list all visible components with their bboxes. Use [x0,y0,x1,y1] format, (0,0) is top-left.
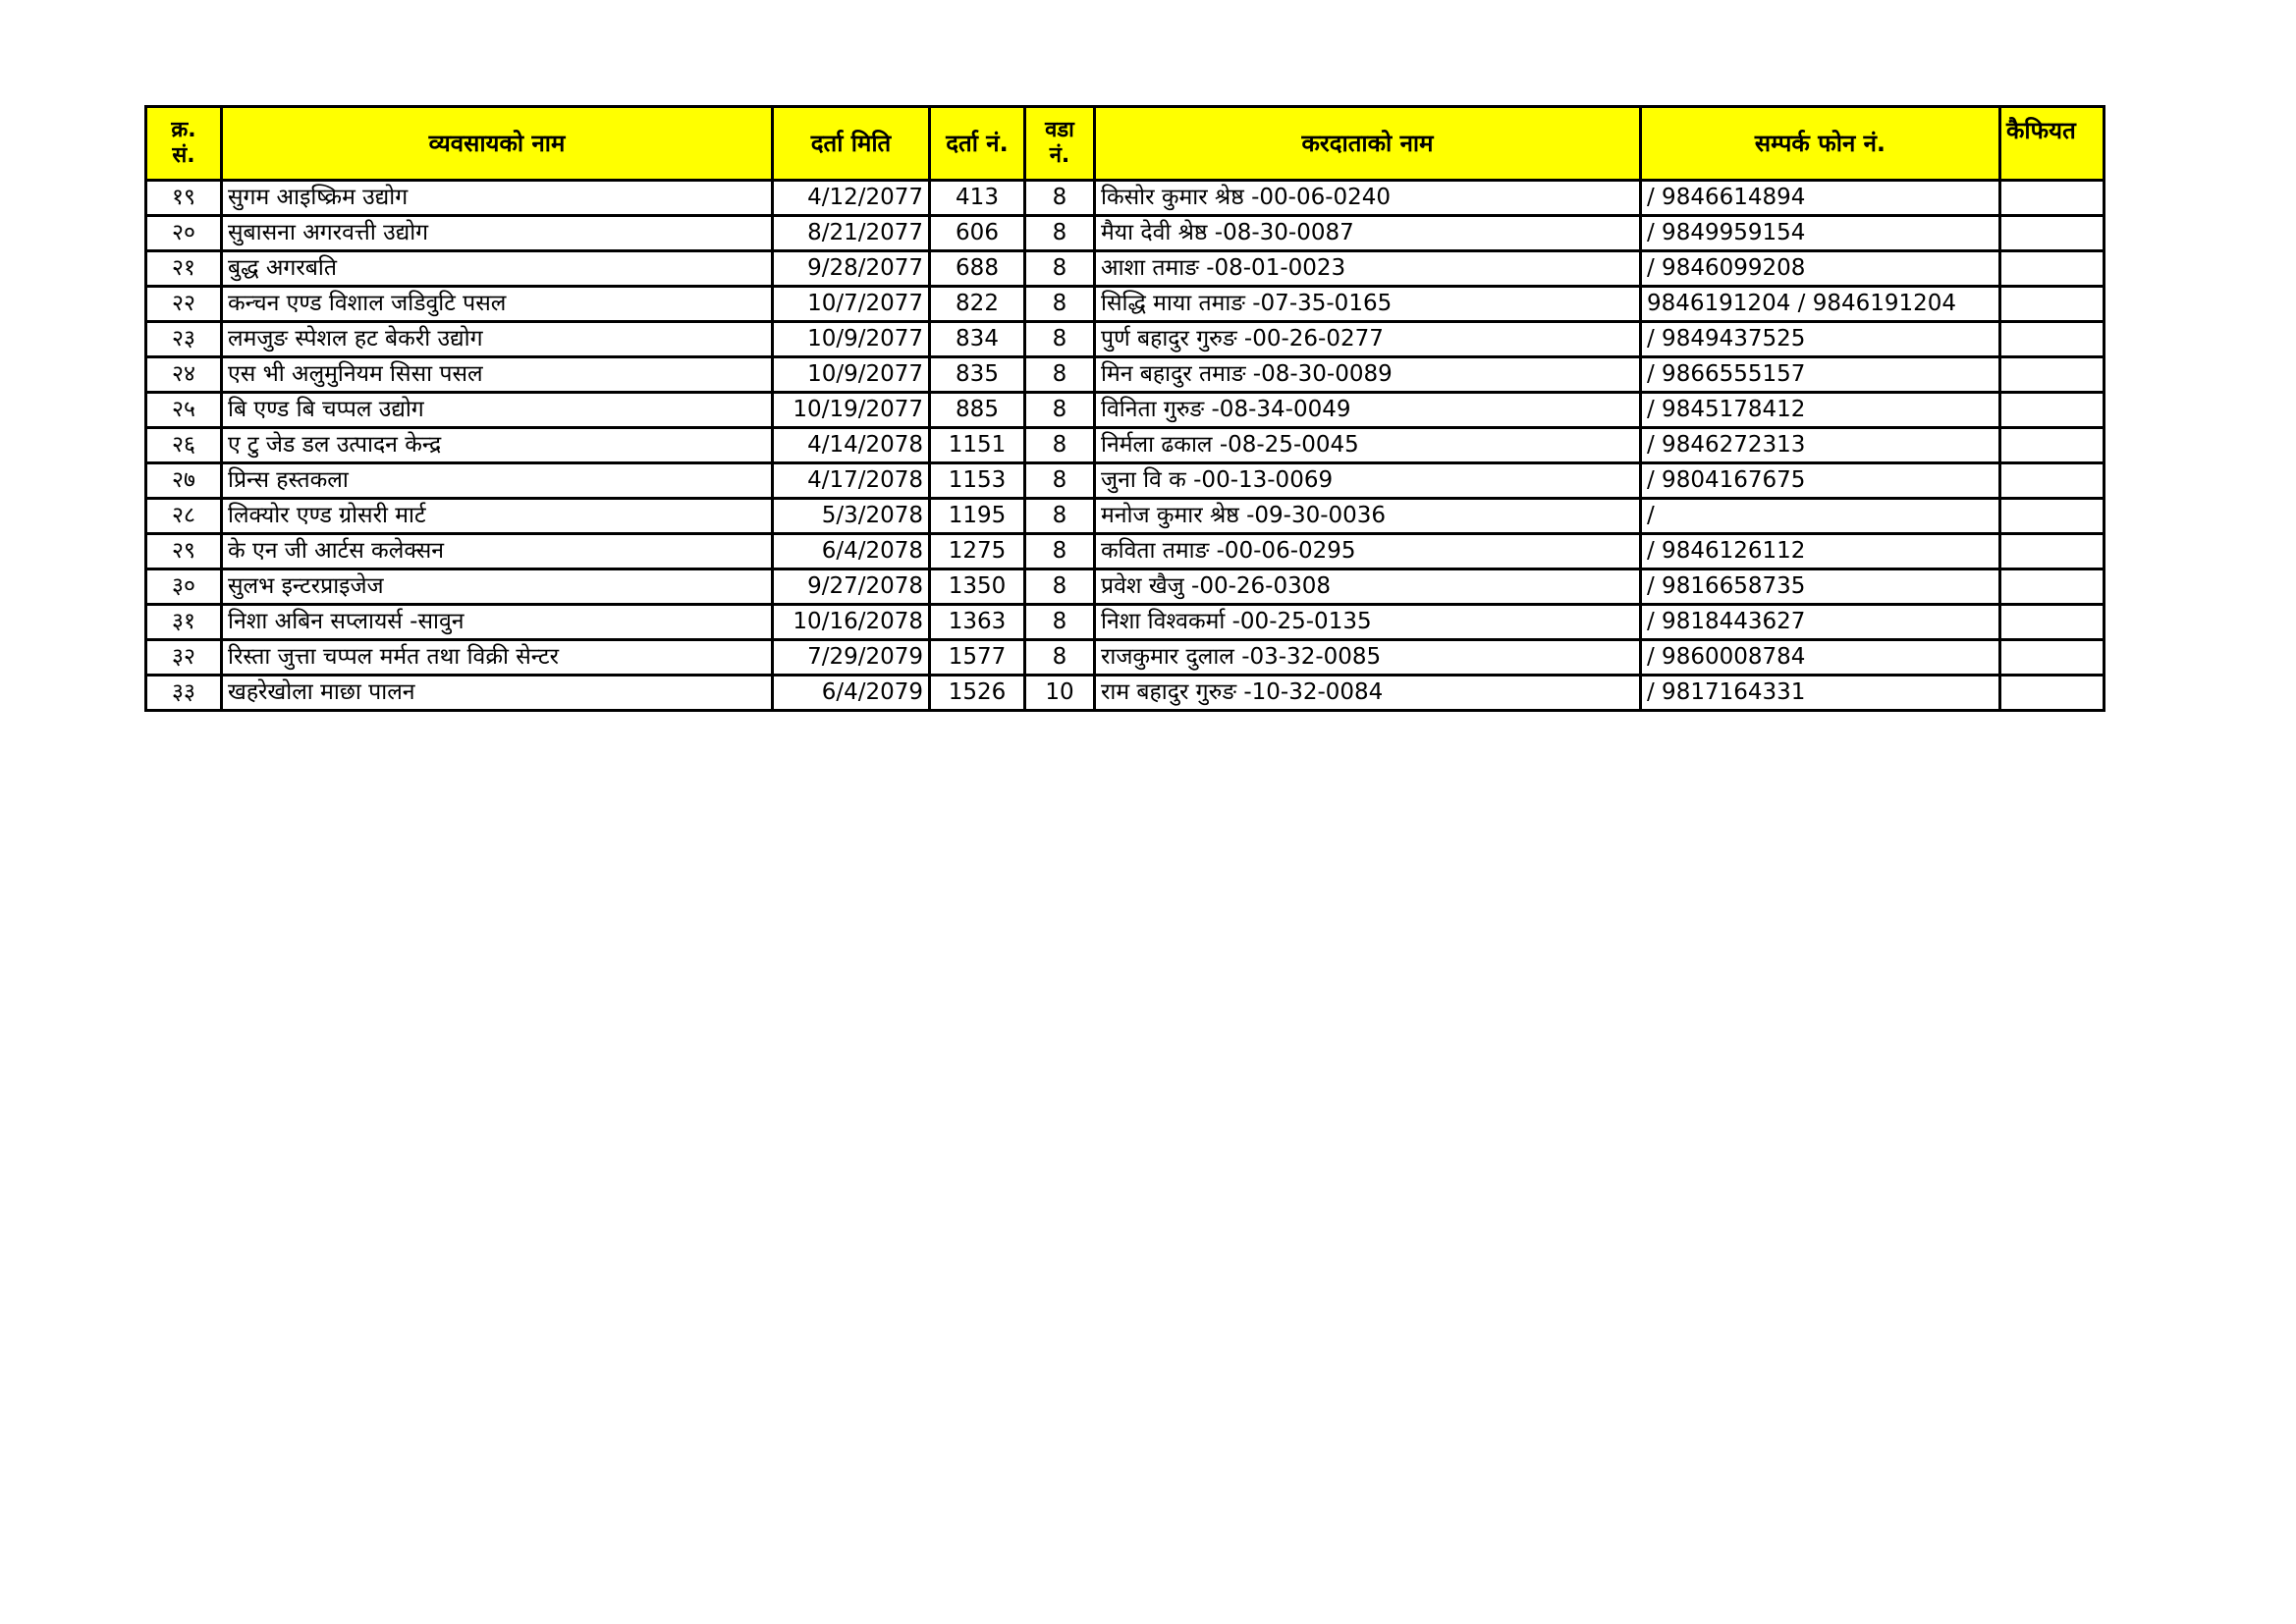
cell-remarks [2000,181,2105,216]
cell-registration-number: 885 [930,393,1025,428]
cell-taxpayer-name: मिन बहादुर तमाङ -08-30-0089 [1095,357,1641,393]
table-row [146,605,2105,640]
cell-serial: २६ [146,428,222,463]
cell-registration-number: 1363 [930,605,1025,640]
cell-registration-date: 8/21/2077 [773,216,930,251]
cell-registration-date: 4/14/2078 [773,428,930,463]
cell-contact-phone: / [1641,499,2000,534]
table-row [146,287,2105,322]
cell-ward: 8 [1025,357,1095,393]
cell-registration-number: 606 [930,216,1025,251]
col-header-ward-line1: वडा [1045,118,1074,142]
cell-contact-phone: / 9846272313 [1641,428,2000,463]
cell-business-name: के एन जी आर्टस कलेक्सन [222,534,773,569]
cell-serial: २५ [146,393,222,428]
cell-remarks [2000,428,2105,463]
cell-registration-date: 10/7/2077 [773,287,930,322]
cell-business-name: लिक्योर एण्ड ग्रोसरी मार्ट [222,499,773,534]
cell-contact-phone: 9846191204 / 9846191204 [1641,287,2000,322]
cell-remarks [2000,287,2105,322]
cell-serial: २४ [146,357,222,393]
cell-ward: 8 [1025,534,1095,569]
table-row [146,569,2105,605]
cell-contact-phone: / 9846126112 [1641,534,2000,569]
cell-contact-phone: / 9860008784 [1641,640,2000,676]
cell-serial: २३ [146,322,222,357]
cell-registration-date: 9/28/2077 [773,251,930,287]
cell-contact-phone: / 9846099208 [1641,251,2000,287]
table-row [146,216,2105,251]
cell-ward: 10 [1025,676,1095,711]
table-row [146,499,2105,534]
cell-contact-phone: / 9818443627 [1641,605,2000,640]
cell-taxpayer-name: राम बहादुर गुरुङ -10-32-0084 [1095,676,1641,711]
cell-business-name: खहरेखोला माछा पालन [222,676,773,711]
business-registry-table [144,105,2105,712]
cell-taxpayer-name: मनोज कुमार श्रेष्ठ -09-30-0036 [1095,499,1641,534]
cell-serial: ३१ [146,605,222,640]
cell-registration-number: 835 [930,357,1025,393]
cell-taxpayer-name: राजकुमार दुलाल -03-32-0085 [1095,640,1641,676]
cell-remarks [2000,569,2105,605]
cell-taxpayer-name: जुना वि क -00-13-0069 [1095,463,1641,499]
table-row [146,393,2105,428]
col-header-serial-line2: सं. [172,143,195,168]
col-header-serial [146,107,222,181]
cell-serial: २८ [146,499,222,534]
cell-remarks [2000,676,2105,711]
cell-remarks [2000,322,2105,357]
cell-taxpayer-name: मैया देवी श्रेष्ठ -08-30-0087 [1095,216,1641,251]
cell-taxpayer-name: सिद्धि माया तमाङ -07-35-0165 [1095,287,1641,322]
cell-remarks [2000,605,2105,640]
cell-contact-phone: / 9816658735 [1641,569,2000,605]
cell-registration-date: 6/4/2079 [773,676,930,711]
business-registry-sheet [144,105,2105,712]
cell-ward: 8 [1025,251,1095,287]
cell-business-name: एस भी अलुमुनियम सिसा पसल [222,357,773,393]
table-row [146,357,2105,393]
cell-business-name: सुबासना अगरवत्ती उद्योग [222,216,773,251]
cell-taxpayer-name: किसोर कुमार श्रेष्ठ -00-06-0240 [1095,181,1641,216]
cell-business-name: लमजुङ स्पेशल हट बेकरी उद्योग [222,322,773,357]
header-row [146,107,2105,181]
cell-taxpayer-name: निशा विश्वकर्मा -00-25-0135 [1095,605,1641,640]
table-row [146,640,2105,676]
cell-ward: 8 [1025,499,1095,534]
cell-contact-phone: / 9849437525 [1641,322,2000,357]
cell-taxpayer-name: आशा तमाङ -08-01-0023 [1095,251,1641,287]
cell-contact-phone: / 9849959154 [1641,216,2000,251]
cell-business-name: सुलभ इन्टरप्राइजेज [222,569,773,605]
cell-serial: ३२ [146,640,222,676]
cell-registration-date: 10/9/2077 [773,322,930,357]
table-row [146,534,2105,569]
cell-serial: ३३ [146,676,222,711]
cell-remarks [2000,357,2105,393]
cell-registration-date: 6/4/2078 [773,534,930,569]
cell-serial: ३० [146,569,222,605]
cell-business-name: निशा अबिन सप्लायर्स -सावुन [222,605,773,640]
cell-registration-number: 1526 [930,676,1025,711]
table-row [146,676,2105,711]
cell-registration-date: 4/12/2077 [773,181,930,216]
cell-remarks [2000,463,2105,499]
cell-business-name: बुद्ध अगरबति [222,251,773,287]
cell-ward: 8 [1025,605,1095,640]
cell-remarks [2000,499,2105,534]
cell-registration-date: 9/27/2078 [773,569,930,605]
cell-registration-number: 1577 [930,640,1025,676]
cell-registration-number: 822 [930,287,1025,322]
cell-registration-date: 10/19/2077 [773,393,930,428]
cell-ward: 8 [1025,181,1095,216]
cell-remarks [2000,534,2105,569]
cell-remarks [2000,251,2105,287]
cell-serial: २१ [146,251,222,287]
cell-registration-number: 688 [930,251,1025,287]
col-header-registration-date: दर्ता मिति [773,107,930,181]
cell-taxpayer-name: पुर्ण बहादुर गुरुङ -00-26-0277 [1095,322,1641,357]
col-header-registration-number: दर्ता नं. [930,107,1025,181]
cell-contact-phone: / 9866555157 [1641,357,2000,393]
cell-taxpayer-name: निर्मला ढकाल -08-25-0045 [1095,428,1641,463]
cell-contact-phone: / 9817164331 [1641,676,2000,711]
cell-serial: २२ [146,287,222,322]
cell-registration-date: 4/17/2078 [773,463,930,499]
table-row [146,251,2105,287]
cell-remarks [2000,216,2105,251]
cell-remarks [2000,640,2105,676]
table-row [146,322,2105,357]
cell-registration-number: 1350 [930,569,1025,605]
cell-serial: २० [146,216,222,251]
cell-registration-date: 5/3/2078 [773,499,930,534]
cell-ward: 8 [1025,569,1095,605]
cell-remarks [2000,393,2105,428]
cell-contact-phone: / 9845178412 [1641,393,2000,428]
col-header-ward [1025,107,1095,181]
cell-ward: 8 [1025,463,1095,499]
cell-taxpayer-name: कविता तमाङ -00-06-0295 [1095,534,1641,569]
col-header-contact-phone: सम्पर्क फोन नं. [1641,107,2000,181]
cell-serial: २७ [146,463,222,499]
col-header-remarks: कैफियत [2000,107,2105,181]
cell-registration-number: 1153 [930,463,1025,499]
cell-taxpayer-name: विनिता गुरुङ -08-34-0049 [1095,393,1641,428]
cell-registration-date: 10/9/2077 [773,357,930,393]
cell-business-name: कन्चन एण्ड विशाल जडिवुटि पसल [222,287,773,322]
cell-serial: २९ [146,534,222,569]
cell-ward: 8 [1025,393,1095,428]
cell-business-name: सुगम आइष्क्रिम उद्योग [222,181,773,216]
cell-registration-number: 1275 [930,534,1025,569]
col-header-business-name: व्यवसायको नाम [222,107,773,181]
cell-registration-date: 7/29/2079 [773,640,930,676]
cell-ward: 8 [1025,640,1095,676]
cell-registration-number: 413 [930,181,1025,216]
cell-ward: 8 [1025,322,1095,357]
cell-contact-phone: / 9804167675 [1641,463,2000,499]
col-header-ward-line2: नं. [1049,143,1070,168]
cell-serial: १९ [146,181,222,216]
cell-contact-phone: / 9846614894 [1641,181,2000,216]
cell-ward: 8 [1025,428,1095,463]
cell-registration-date: 10/16/2078 [773,605,930,640]
cell-business-name: प्रिन्स हस्तकला [222,463,773,499]
cell-business-name: बि एण्ड बि चप्पल उद्योग [222,393,773,428]
cell-taxpayer-name: प्रवेश खैजु -00-26-0308 [1095,569,1641,605]
table-row [146,463,2105,499]
cell-registration-number: 834 [930,322,1025,357]
table-row [146,428,2105,463]
cell-ward: 8 [1025,216,1095,251]
cell-business-name: ए टु जेड डल उत्पादन केन्द्र [222,428,773,463]
col-header-serial-line1: क्र. [171,118,196,142]
cell-registration-number: 1195 [930,499,1025,534]
cell-ward: 8 [1025,287,1095,322]
cell-business-name: रिस्ता जुत्ता चप्पल मर्मत तथा विक्री सेन्टर [222,640,773,676]
col-header-taxpayer-name: करदाताको नाम [1095,107,1641,181]
table-row [146,181,2105,216]
cell-registration-number: 1151 [930,428,1025,463]
